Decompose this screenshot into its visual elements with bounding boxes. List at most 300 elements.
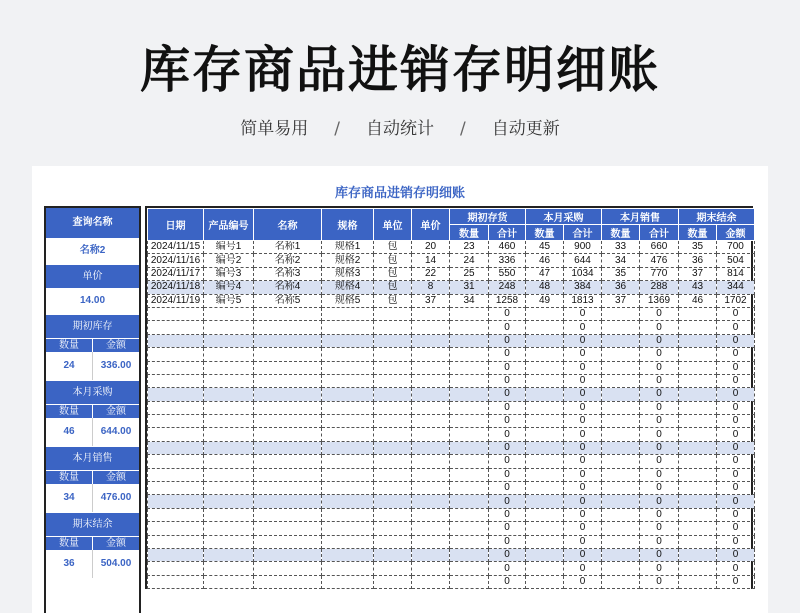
table-cell[interactable] xyxy=(254,508,322,521)
table-cell[interactable] xyxy=(412,522,450,535)
table-cell[interactable]: 0 xyxy=(489,388,526,401)
table-cell[interactable]: 34 xyxy=(602,254,640,267)
table-cell[interactable] xyxy=(679,428,717,441)
table-cell[interactable] xyxy=(204,455,254,468)
table-cell[interactable]: 14 xyxy=(412,254,450,267)
table-cell[interactable] xyxy=(450,562,489,575)
table-cell[interactable] xyxy=(322,548,374,561)
table-cell[interactable]: 460 xyxy=(489,241,526,254)
table-cell[interactable]: 0 xyxy=(640,508,679,521)
table-cell[interactable] xyxy=(412,415,450,428)
table-cell[interactable] xyxy=(322,374,374,387)
table-cell[interactable] xyxy=(322,348,374,361)
table-cell[interactable] xyxy=(148,307,204,320)
table-cell[interactable]: 0 xyxy=(564,334,602,347)
table-cell[interactable] xyxy=(204,468,254,481)
table-cell[interactable]: 0 xyxy=(489,415,526,428)
table-cell[interactable] xyxy=(450,388,489,401)
table-cell[interactable]: 0 xyxy=(489,374,526,387)
table-cell[interactable] xyxy=(254,307,322,320)
table-cell[interactable] xyxy=(374,374,412,387)
table-cell[interactable]: 0 xyxy=(640,388,679,401)
table-cell[interactable] xyxy=(412,401,450,414)
table-cell[interactable]: 24 xyxy=(450,254,489,267)
table-cell[interactable]: 0 xyxy=(717,482,755,495)
table-cell[interactable]: 0 xyxy=(564,307,602,320)
table-cell[interactable] xyxy=(450,334,489,347)
table-cell[interactable] xyxy=(148,334,204,347)
table-cell[interactable]: 0 xyxy=(640,495,679,508)
table-cell[interactable] xyxy=(254,468,322,481)
table-cell[interactable]: 0 xyxy=(640,575,679,588)
table-cell[interactable] xyxy=(679,307,717,320)
table-cell[interactable]: 0 xyxy=(489,535,526,548)
table-cell[interactable] xyxy=(254,522,322,535)
table-cell[interactable] xyxy=(254,535,322,548)
table-cell[interactable]: 0 xyxy=(717,388,755,401)
table-cell[interactable]: 包 xyxy=(374,241,412,254)
table-cell[interactable]: 0 xyxy=(489,575,526,588)
table-cell[interactable]: 644 xyxy=(564,254,602,267)
table-cell[interactable] xyxy=(254,575,322,588)
table-cell[interactable] xyxy=(254,361,322,374)
table-cell[interactable]: 规格2 xyxy=(322,254,374,267)
table-cell[interactable] xyxy=(450,441,489,454)
table-cell[interactable] xyxy=(602,334,640,347)
table-cell[interactable]: 33 xyxy=(602,241,640,254)
table-cell[interactable] xyxy=(322,455,374,468)
table-cell[interactable] xyxy=(322,522,374,535)
table-cell[interactable] xyxy=(254,482,322,495)
table-cell[interactable] xyxy=(602,348,640,361)
table-cell[interactable]: 1034 xyxy=(564,267,602,280)
table-cell[interactable]: 规格1 xyxy=(322,241,374,254)
table-cell[interactable] xyxy=(254,455,322,468)
table-cell[interactable] xyxy=(254,388,322,401)
table-cell[interactable]: 0 xyxy=(489,482,526,495)
table-cell[interactable] xyxy=(412,307,450,320)
table-cell[interactable]: 23 xyxy=(450,241,489,254)
table-cell[interactable]: 0 xyxy=(564,321,602,334)
table-cell[interactable] xyxy=(374,441,412,454)
table-cell[interactable]: 0 xyxy=(640,468,679,481)
table-cell[interactable]: 0 xyxy=(564,548,602,561)
table-cell[interactable]: 0 xyxy=(564,401,602,414)
table-cell[interactable]: 660 xyxy=(640,241,679,254)
table-cell[interactable]: 0 xyxy=(640,562,679,575)
table-cell[interactable] xyxy=(602,575,640,588)
table-cell[interactable] xyxy=(322,307,374,320)
table-cell[interactable]: 0 xyxy=(564,415,602,428)
table-cell[interactable] xyxy=(526,508,564,521)
table-cell[interactable] xyxy=(254,548,322,561)
table-cell[interactable] xyxy=(254,495,322,508)
table-cell[interactable] xyxy=(526,562,564,575)
table-cell[interactable] xyxy=(526,415,564,428)
table-cell[interactable]: 名称1 xyxy=(254,241,322,254)
table-cell[interactable] xyxy=(412,388,450,401)
table-cell[interactable] xyxy=(602,361,640,374)
table-cell[interactable] xyxy=(602,307,640,320)
table-cell[interactable]: 45 xyxy=(526,241,564,254)
query-value-cell[interactable]: 名称2 xyxy=(46,238,139,264)
table-cell[interactable]: 248 xyxy=(489,281,526,294)
table-cell[interactable]: 0 xyxy=(489,361,526,374)
table-cell[interactable]: 0 xyxy=(640,455,679,468)
table-cell[interactable]: 0 xyxy=(564,495,602,508)
table-cell[interactable]: 0 xyxy=(640,522,679,535)
table-cell[interactable]: 名称5 xyxy=(254,294,322,307)
table-cell[interactable]: 770 xyxy=(640,267,679,280)
table-cell[interactable] xyxy=(679,548,717,561)
table-cell[interactable]: 1813 xyxy=(564,294,602,307)
table-cell[interactable] xyxy=(148,388,204,401)
table-cell[interactable] xyxy=(204,321,254,334)
table-cell[interactable]: 34 xyxy=(450,294,489,307)
table-cell[interactable] xyxy=(254,441,322,454)
table-cell[interactable] xyxy=(254,348,322,361)
table-cell[interactable]: 0 xyxy=(640,548,679,561)
table-cell[interactable]: 编号4 xyxy=(204,281,254,294)
table-cell[interactable]: 0 xyxy=(564,388,602,401)
table-cell[interactable] xyxy=(526,441,564,454)
table-cell[interactable]: 46 xyxy=(679,294,717,307)
table-cell[interactable]: 包 xyxy=(374,267,412,280)
table-cell[interactable]: 35 xyxy=(602,267,640,280)
table-cell[interactable] xyxy=(450,348,489,361)
table-cell[interactable]: 2024/11/15 xyxy=(148,241,204,254)
table-cell[interactable] xyxy=(602,441,640,454)
table-cell[interactable] xyxy=(322,441,374,454)
table-cell[interactable] xyxy=(450,535,489,548)
table-cell[interactable] xyxy=(412,428,450,441)
table-cell[interactable]: 0 xyxy=(717,468,755,481)
table-cell[interactable] xyxy=(602,535,640,548)
table-cell[interactable]: 0 xyxy=(564,508,602,521)
table-cell[interactable] xyxy=(450,361,489,374)
table-cell[interactable] xyxy=(374,321,412,334)
table-cell[interactable]: 编号2 xyxy=(204,254,254,267)
table-cell[interactable] xyxy=(679,441,717,454)
table-cell[interactable]: 35 xyxy=(679,241,717,254)
table-cell[interactable] xyxy=(602,522,640,535)
table-cell[interactable] xyxy=(148,441,204,454)
table-cell[interactable] xyxy=(148,415,204,428)
table-cell[interactable] xyxy=(412,482,450,495)
table-cell[interactable]: 336 xyxy=(489,254,526,267)
table-cell[interactable] xyxy=(148,361,204,374)
table-cell[interactable] xyxy=(254,374,322,387)
table-cell[interactable] xyxy=(450,307,489,320)
table-cell[interactable]: 0 xyxy=(489,348,526,361)
table-cell[interactable] xyxy=(148,482,204,495)
table-cell[interactable] xyxy=(450,495,489,508)
table-cell[interactable]: 0 xyxy=(717,361,755,374)
table-cell[interactable]: 900 xyxy=(564,241,602,254)
table-cell[interactable] xyxy=(526,482,564,495)
table-cell[interactable] xyxy=(450,468,489,481)
table-cell[interactable] xyxy=(526,401,564,414)
table-cell[interactable]: 0 xyxy=(640,482,679,495)
table-cell[interactable]: 1702 xyxy=(717,294,755,307)
table-cell[interactable] xyxy=(374,468,412,481)
table-cell[interactable]: 0 xyxy=(717,307,755,320)
table-cell[interactable]: 0 xyxy=(640,401,679,414)
table-cell[interactable] xyxy=(526,307,564,320)
table-cell[interactable] xyxy=(679,482,717,495)
table-cell[interactable]: 0 xyxy=(640,535,679,548)
table-cell[interactable]: 0 xyxy=(717,415,755,428)
table-cell[interactable]: 规格4 xyxy=(322,281,374,294)
table-cell[interactable]: 0 xyxy=(717,522,755,535)
table-cell[interactable] xyxy=(526,548,564,561)
table-cell[interactable]: 0 xyxy=(489,562,526,575)
table-cell[interactable] xyxy=(204,334,254,347)
table-cell[interactable] xyxy=(148,535,204,548)
table-cell[interactable]: 2024/11/18 xyxy=(148,281,204,294)
table-cell[interactable] xyxy=(679,522,717,535)
table-cell[interactable]: 规格5 xyxy=(322,294,374,307)
table-cell[interactable]: 0 xyxy=(640,334,679,347)
table-cell[interactable] xyxy=(148,455,204,468)
table-cell[interactable] xyxy=(450,508,489,521)
table-cell[interactable] xyxy=(450,455,489,468)
table-cell[interactable] xyxy=(204,307,254,320)
table-cell[interactable]: 0 xyxy=(564,468,602,481)
table-cell[interactable] xyxy=(679,401,717,414)
table-cell[interactable] xyxy=(374,415,412,428)
table-cell[interactable] xyxy=(374,361,412,374)
table-cell[interactable] xyxy=(204,401,254,414)
table-cell[interactable]: 0 xyxy=(489,321,526,334)
table-cell[interactable] xyxy=(602,548,640,561)
table-cell[interactable] xyxy=(322,415,374,428)
table-cell[interactable] xyxy=(412,508,450,521)
table-cell[interactable]: 0 xyxy=(489,441,526,454)
table-cell[interactable]: 0 xyxy=(564,428,602,441)
table-cell[interactable] xyxy=(374,455,412,468)
table-cell[interactable] xyxy=(526,361,564,374)
table-cell[interactable]: 0 xyxy=(717,535,755,548)
table-cell[interactable]: 0 xyxy=(640,428,679,441)
table-cell[interactable] xyxy=(679,374,717,387)
table-cell[interactable] xyxy=(412,361,450,374)
table-cell[interactable]: 0 xyxy=(717,441,755,454)
table-cell[interactable] xyxy=(322,575,374,588)
table-cell[interactable]: 0 xyxy=(564,374,602,387)
table-cell[interactable] xyxy=(374,548,412,561)
table-cell[interactable]: 0 xyxy=(717,495,755,508)
table-cell[interactable] xyxy=(204,562,254,575)
table-cell[interactable]: 编号3 xyxy=(204,267,254,280)
table-cell[interactable] xyxy=(450,522,489,535)
table-cell[interactable] xyxy=(148,401,204,414)
table-cell[interactable]: 规格3 xyxy=(322,267,374,280)
table-cell[interactable] xyxy=(679,575,717,588)
table-cell[interactable] xyxy=(374,535,412,548)
table-cell[interactable]: 名称2 xyxy=(254,254,322,267)
table-cell[interactable] xyxy=(412,441,450,454)
table-cell[interactable]: 0 xyxy=(717,374,755,387)
table-cell[interactable] xyxy=(254,321,322,334)
table-cell[interactable]: 0 xyxy=(564,455,602,468)
table-cell[interactable]: 47 xyxy=(526,267,564,280)
table-cell[interactable]: 0 xyxy=(489,495,526,508)
table-cell[interactable]: 20 xyxy=(412,241,450,254)
table-cell[interactable] xyxy=(602,401,640,414)
table-cell[interactable] xyxy=(322,334,374,347)
table-cell[interactable]: 0 xyxy=(640,415,679,428)
table-cell[interactable]: 0 xyxy=(489,307,526,320)
table-cell[interactable]: 37 xyxy=(412,294,450,307)
table-cell[interactable] xyxy=(254,401,322,414)
table-cell[interactable] xyxy=(148,468,204,481)
table-cell[interactable]: 0 xyxy=(564,361,602,374)
table-cell[interactable]: 包 xyxy=(374,281,412,294)
table-cell[interactable] xyxy=(204,415,254,428)
table-cell[interactable] xyxy=(679,535,717,548)
table-cell[interactable]: 0 xyxy=(717,562,755,575)
table-cell[interactable]: 22 xyxy=(412,267,450,280)
table-cell[interactable] xyxy=(602,428,640,441)
table-cell[interactable] xyxy=(374,307,412,320)
table-cell[interactable]: 37 xyxy=(679,267,717,280)
table-cell[interactable] xyxy=(322,482,374,495)
table-cell[interactable]: 0 xyxy=(717,321,755,334)
table-cell[interactable] xyxy=(450,415,489,428)
table-cell[interactable]: 0 xyxy=(717,508,755,521)
table-cell[interactable] xyxy=(526,455,564,468)
table-cell[interactable]: 0 xyxy=(640,307,679,320)
table-cell[interactable] xyxy=(602,508,640,521)
table-cell[interactable]: 43 xyxy=(679,281,717,294)
table-cell[interactable]: 37 xyxy=(602,294,640,307)
table-cell[interactable] xyxy=(254,562,322,575)
table-cell[interactable]: 1369 xyxy=(640,294,679,307)
table-cell[interactable] xyxy=(526,535,564,548)
table-cell[interactable]: 0 xyxy=(640,374,679,387)
table-cell[interactable]: 0 xyxy=(564,348,602,361)
table-cell[interactable]: 31 xyxy=(450,281,489,294)
table-cell[interactable] xyxy=(204,428,254,441)
table-cell[interactable] xyxy=(204,495,254,508)
table-cell[interactable] xyxy=(322,321,374,334)
table-cell[interactable]: 504 xyxy=(717,254,755,267)
table-cell[interactable] xyxy=(374,334,412,347)
table-cell[interactable] xyxy=(602,495,640,508)
table-cell[interactable]: 0 xyxy=(564,522,602,535)
table-cell[interactable]: 344 xyxy=(717,281,755,294)
table-cell[interactable]: 46 xyxy=(526,254,564,267)
table-cell[interactable]: 0 xyxy=(489,548,526,561)
table-cell[interactable]: 0 xyxy=(564,562,602,575)
table-cell[interactable] xyxy=(374,575,412,588)
table-cell[interactable]: 0 xyxy=(717,548,755,561)
table-cell[interactable] xyxy=(602,415,640,428)
table-cell[interactable] xyxy=(602,374,640,387)
table-cell[interactable] xyxy=(412,548,450,561)
table-cell[interactable] xyxy=(450,321,489,334)
table-cell[interactable]: 0 xyxy=(564,441,602,454)
table-cell[interactable] xyxy=(679,562,717,575)
table-cell[interactable] xyxy=(679,468,717,481)
table-cell[interactable]: 名称4 xyxy=(254,281,322,294)
table-cell[interactable] xyxy=(204,388,254,401)
table-cell[interactable]: 0 xyxy=(717,401,755,414)
table-cell[interactable]: 0 xyxy=(489,468,526,481)
table-cell[interactable] xyxy=(526,374,564,387)
table-cell[interactable] xyxy=(254,415,322,428)
table-cell[interactable]: 36 xyxy=(679,254,717,267)
table-cell[interactable] xyxy=(322,508,374,521)
table-cell[interactable] xyxy=(450,548,489,561)
table-cell[interactable] xyxy=(602,321,640,334)
table-cell[interactable]: 0 xyxy=(489,334,526,347)
table-cell[interactable]: 1258 xyxy=(489,294,526,307)
table-cell[interactable] xyxy=(322,428,374,441)
table-cell[interactable]: 476 xyxy=(640,254,679,267)
table-cell[interactable] xyxy=(602,455,640,468)
table-cell[interactable]: 0 xyxy=(717,455,755,468)
table-cell[interactable] xyxy=(679,508,717,521)
table-cell[interactable] xyxy=(254,428,322,441)
table-cell[interactable] xyxy=(526,495,564,508)
table-cell[interactable] xyxy=(450,482,489,495)
table-cell[interactable] xyxy=(412,495,450,508)
table-cell[interactable] xyxy=(679,415,717,428)
table-cell[interactable] xyxy=(679,321,717,334)
table-cell[interactable] xyxy=(412,535,450,548)
table-cell[interactable] xyxy=(148,495,204,508)
table-cell[interactable]: 0 xyxy=(564,482,602,495)
table-cell[interactable] xyxy=(204,575,254,588)
table-cell[interactable] xyxy=(602,468,640,481)
table-cell[interactable] xyxy=(322,535,374,548)
table-cell[interactable] xyxy=(679,455,717,468)
table-cell[interactable]: 36 xyxy=(602,281,640,294)
table-cell[interactable] xyxy=(148,508,204,521)
table-cell[interactable] xyxy=(374,348,412,361)
table-cell[interactable] xyxy=(374,482,412,495)
table-cell[interactable] xyxy=(412,321,450,334)
table-cell[interactable]: 2024/11/17 xyxy=(148,267,204,280)
table-cell[interactable] xyxy=(602,562,640,575)
table-cell[interactable] xyxy=(322,401,374,414)
table-cell[interactable] xyxy=(204,535,254,548)
table-cell[interactable] xyxy=(526,575,564,588)
table-cell[interactable] xyxy=(526,428,564,441)
table-cell[interactable] xyxy=(148,321,204,334)
table-cell[interactable] xyxy=(602,482,640,495)
table-cell[interactable] xyxy=(148,548,204,561)
table-cell[interactable] xyxy=(526,334,564,347)
table-cell[interactable] xyxy=(148,348,204,361)
table-cell[interactable] xyxy=(412,562,450,575)
table-cell[interactable] xyxy=(412,348,450,361)
table-cell[interactable] xyxy=(450,575,489,588)
table-cell[interactable] xyxy=(322,388,374,401)
table-cell[interactable] xyxy=(204,548,254,561)
table-cell[interactable] xyxy=(450,401,489,414)
table-cell[interactable] xyxy=(679,348,717,361)
table-cell[interactable]: 0 xyxy=(489,455,526,468)
table-cell[interactable] xyxy=(204,482,254,495)
table-cell[interactable]: 0 xyxy=(717,334,755,347)
table-cell[interactable] xyxy=(374,508,412,521)
table-cell[interactable] xyxy=(679,334,717,347)
table-cell[interactable] xyxy=(204,361,254,374)
table-cell[interactable] xyxy=(412,468,450,481)
